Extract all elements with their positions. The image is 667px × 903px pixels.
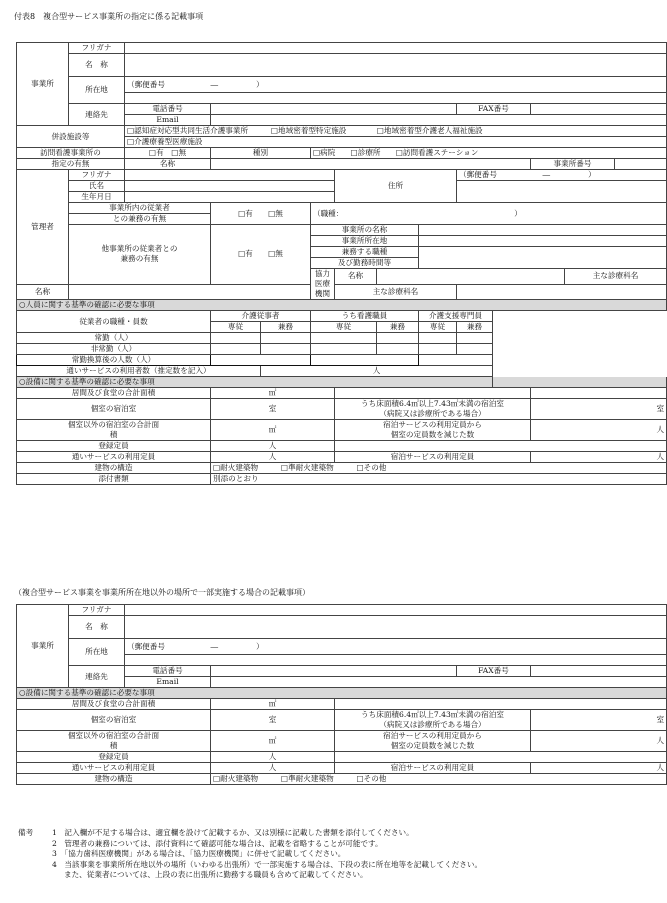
branch-toroku-blank	[335, 752, 667, 763]
name-field[interactable]	[125, 54, 667, 77]
houmon-name-field[interactable]	[211, 159, 531, 170]
fax-field[interactable]	[531, 104, 667, 115]
address-field[interactable]	[125, 93, 667, 104]
jokin-kango-kenmu[interactable]	[377, 333, 419, 344]
heisetsu-option-2[interactable]: □介護療養型医療施設	[125, 137, 667, 148]
branch-kayoi-teiin-label: 通いサービスの利用定員	[17, 763, 211, 774]
kanrisha-name-label: 氏名	[69, 181, 125, 192]
branch-kyoma-blank	[335, 699, 667, 710]
branch-furigana-field[interactable]	[125, 605, 667, 616]
koshitsu-igai-label: 個室以外の宿泊室の合計面 積	[17, 420, 211, 441]
branch-kyoma-field[interactable]: ㎡	[211, 699, 335, 710]
kenmu-in-umu[interactable]: □有 □無	[211, 203, 311, 225]
branch-koshitsu-field[interactable]: 室	[211, 710, 335, 731]
heisetsu-label: 併設施設等	[17, 126, 125, 148]
shubetsu-label: 種別	[211, 148, 311, 159]
branch-form-table	[16, 604, 667, 785]
kango-kenmu: 兼務	[377, 322, 419, 333]
kansan-kaigo[interactable]	[211, 355, 311, 366]
notes-head: 備考	[18, 828, 34, 837]
kyoryoku-name-label-2: 名称	[17, 284, 69, 300]
email-field[interactable]	[211, 115, 667, 126]
form-title: 付表8 複合型サービス事業所の指定に係る記載事項	[14, 12, 204, 21]
other-loc-field[interactable]	[419, 236, 667, 247]
phone-field[interactable]	[211, 104, 457, 115]
kanrisha-postal[interactable]: （郵便番号 ― ）	[457, 170, 667, 181]
jokin-shien-senju[interactable]	[419, 333, 457, 344]
koshitsu-field[interactable]: 室	[211, 399, 335, 420]
branch-koshitsu-igai-label: 個室以外の宿泊室の合計面 積	[17, 731, 211, 752]
branch-shukuhaku-teiin-label: 宿泊サービスの利用定員	[335, 763, 531, 774]
email-label: Email	[125, 115, 211, 126]
tenpu-label: 添付書類	[17, 474, 211, 485]
kyoryoku-name-field-2[interactable]	[69, 284, 335, 300]
branch-shukuhaku-label: 宿泊サービスの利用定員から 個室の定員数を減じた数	[335, 731, 531, 752]
kyoryoku-name-label: 名称	[335, 269, 377, 285]
jokin-kango-senju[interactable]	[311, 333, 377, 344]
hijokin-shien-kenmu[interactable]	[457, 344, 493, 355]
kansan-label: 常勤換算後の人数（人）	[17, 355, 211, 366]
main-form-table	[16, 42, 667, 485]
kenmu-in-label: 事業所内の従業者	[69, 203, 211, 214]
kenmu-in-shokushu[interactable]: （職種： ）	[311, 203, 667, 225]
other-name-field[interactable]	[419, 225, 667, 236]
branch-contact-label: 連絡先	[69, 666, 125, 688]
branch-postal-field[interactable]: （郵便番号 ― ）	[125, 639, 667, 655]
houmon-name-label: 名称	[125, 159, 211, 170]
shubetsu-options[interactable]: □病院 □診療所 □訪問看護ステーション	[311, 148, 667, 159]
hijokin-kaigo-senju[interactable]	[211, 344, 261, 355]
note-5: また、従業者については、上段の表に出張所に勤務する職員も含めて記載してください。	[64, 870, 368, 879]
koshitsu-label: 個室の宿泊室	[17, 399, 211, 420]
name-label: 名 称	[69, 54, 125, 77]
shien-senju: 専従	[419, 322, 457, 333]
kyoma-field[interactable]: ㎡	[211, 388, 335, 399]
jokin-label: 常勤（人）	[17, 333, 211, 344]
postal-field[interactable]: （郵便番号 ― ）	[125, 77, 667, 93]
jokin-kaigo-kenmu[interactable]	[261, 333, 311, 344]
note-2: 2 管理者の兼務については、添付資料にて確認可能な場合は、記載を省略することが可能です。	[52, 838, 383, 848]
hijokin-shien-senju[interactable]	[419, 344, 457, 355]
shukuhaku-field[interactable]: 人	[531, 420, 667, 441]
houmon-number-field[interactable]	[615, 159, 667, 170]
kayoi-suitei-field[interactable]: 人	[261, 366, 493, 377]
kanrisha-furigana-label: フリガナ	[69, 170, 125, 181]
hijokin-label: 非常勤（人）	[17, 344, 211, 355]
kanrisha-birth-label: 生年月日	[69, 192, 125, 203]
houmon-number-label: 事業所番号	[531, 159, 615, 170]
branch-furigana-label: フリガナ	[69, 605, 125, 616]
kango-header: うち看護職員	[311, 311, 419, 322]
jigyosho-label: 事業所	[17, 43, 69, 126]
branch-yuka-field[interactable]: 室	[531, 710, 667, 731]
shinryo-field-2[interactable]	[457, 284, 667, 300]
branch-location-label: 所在地	[69, 639, 125, 666]
kyoma-blank	[335, 388, 531, 399]
kanrisha-furigana-field[interactable]	[125, 170, 335, 181]
kayoi-teiin-label: 通いサービスの利用定員	[17, 452, 211, 463]
branch-email-field[interactable]	[211, 677, 667, 688]
branch-jigyosho-label: 事業所	[17, 605, 69, 688]
location-label: 所在地	[69, 77, 125, 104]
kanrisha-address-field[interactable]	[457, 181, 667, 203]
sub-title: （複合型サービス事業を事業所所在地以外の場所で一部実施する場合の記載事項）	[14, 588, 310, 597]
shukuhaku-label: 宿泊サービスの利用定員から 個室の定員数を減じた数	[335, 420, 531, 441]
houmon-label: 訪問看護事業所の	[17, 148, 125, 159]
kenmu-shoku-label: 兼務する職種	[311, 247, 419, 258]
branch-koshitsu-igai-field[interactable]: ㎡	[211, 731, 335, 752]
note-3: 3 「協力歯科医療機関」がある場合は、「協力医療機関」に併せて記載してください。	[52, 849, 346, 858]
kango-senju: 専従	[311, 322, 377, 333]
yuka-field[interactable]: 室	[531, 399, 667, 420]
setsubi-section-header: ○設備に関する基準の確認に必要な事項	[17, 377, 667, 388]
fax-label: FAX番号	[457, 104, 531, 115]
kanrisha-birth-field[interactable]	[125, 192, 335, 203]
kyoma-blank-2	[531, 388, 667, 399]
kyoryoku-name-field[interactable]	[377, 269, 565, 285]
shinryo-label: 主な診療科名	[565, 269, 667, 285]
kansan-shien	[419, 355, 493, 366]
kansan-kango[interactable]	[311, 355, 419, 366]
toroku-field[interactable]: 人	[211, 441, 335, 452]
kaigo-header: 介護従事者	[211, 311, 311, 322]
kozo-label: 建物の構造	[17, 463, 211, 474]
shukuhaku-teiin-field[interactable]: 人	[531, 452, 667, 463]
houmon-umu[interactable]: □有 □無	[125, 148, 211, 159]
kyoryoku-label: 協力医療 機関	[311, 269, 335, 300]
kyoma-label: 居間及び食堂の合計面積	[17, 388, 211, 399]
toroku-blank	[335, 441, 667, 452]
note-4: 4 当該事業を事業所所在地以外の場所（いわゆる出張所）で一部実施する場合は、下段の表に所在地等を記載してください。	[52, 859, 483, 869]
kaigo-kenmu: 兼務	[261, 322, 311, 333]
phone-label: 電話番号	[125, 104, 211, 115]
branch-yuka-label: うち床面積6.4㎡以上7.43㎡未満の宿泊室 （病院又は診療所である場合）	[335, 710, 531, 731]
branch-phone-field[interactable]	[211, 666, 457, 677]
kozo-options[interactable]: □耐火建築物 □準耐火建築物 □その他	[211, 463, 667, 474]
houmon-label-2: 指定の有無	[17, 159, 125, 170]
kayoi-suitei-label: 通いサービスの利用者数（推定数を記入）	[17, 366, 261, 377]
hijokin-kango-senju[interactable]	[311, 344, 377, 355]
kenmu-in-label-2: との兼務の有無	[69, 214, 211, 225]
kanrisha-name-field[interactable]	[125, 181, 335, 192]
branch-kozo-label: 建物の構造	[17, 774, 211, 785]
shien-kenmu: 兼務	[457, 322, 493, 333]
branch-address-field[interactable]	[125, 655, 667, 666]
furigana-label: フリガナ	[69, 43, 125, 54]
hijokin-kaigo-kenmu[interactable]	[261, 344, 311, 355]
kayoi-teiin-field[interactable]: 人	[211, 452, 335, 463]
kenmu-shoku-field[interactable]	[419, 247, 667, 269]
branch-fax-field[interactable]	[531, 666, 667, 677]
shukuhaku-teiin-label: 宿泊サービスの利用定員	[335, 452, 531, 463]
branch-fax-label: FAX番号	[457, 666, 531, 677]
heisetsu-options[interactable]: □認知症対応型共同生活介護事業所 □地域密着型特定施設 □地域密着型介護老人福祉施設	[125, 126, 667, 137]
branch-toroku-label: 登録定員	[17, 752, 211, 763]
kenmu-out-umu[interactable]: □有 □無	[211, 225, 311, 285]
furigana-field[interactable]	[125, 43, 667, 54]
yuka-label: うち床面積6.4㎡以上7.43㎡未満の宿泊室 （病院又は診療所である場合）	[335, 399, 531, 420]
branch-koshitsu-label: 個室の宿泊室	[17, 710, 211, 731]
branch-kyoma-label: 居間及び食堂の合計面積	[17, 699, 211, 710]
branch-kozo-options[interactable]: □耐火建築物 □準耐火建築物 □その他	[211, 774, 667, 785]
toroku-label: 登録定員	[17, 441, 211, 452]
shokushu-ninzu-label: 従業者の職種・員数	[17, 311, 211, 333]
other-name-label: 事業所の名称	[311, 225, 419, 236]
kenmu-out-label: 他事業所の従業者との 兼務の有無	[69, 225, 211, 285]
other-loc-label: 事業所所在地	[311, 236, 419, 247]
branch-email-label: Email	[125, 677, 211, 688]
branch-toroku-field[interactable]: 人	[211, 752, 335, 763]
kanrisha-address-label: 住所	[335, 170, 457, 203]
notes	[18, 828, 482, 881]
shien-header: 介護支援専門員	[419, 311, 493, 322]
contact-label: 連絡先	[69, 104, 125, 126]
note-1: 1 記入欄が不足する場合は、適宜欄を設けて記載するか、又は別様に記載した書類を添付してください。	[52, 828, 414, 837]
branch-name-label: 名 称	[69, 616, 125, 639]
shinryo-label-2: 主な診療科名	[335, 284, 457, 300]
branch-shukuhaku-teiin-field[interactable]: 人	[531, 763, 667, 774]
tenpu-field[interactable]: 別添のとおり	[211, 474, 667, 485]
branch-kayoi-teiin-field[interactable]: 人	[211, 763, 335, 774]
jokin-kaigo-senju[interactable]	[211, 333, 261, 344]
jokin-shien-kenmu[interactable]	[457, 333, 493, 344]
kaigo-senju: 専従	[211, 322, 261, 333]
jinin-section-header: ○人員に関する基準の確認に必要な事項	[17, 300, 667, 311]
branch-setsubi-section-header: ○設備に関する基準の確認に必要な事項	[17, 688, 667, 699]
hijokin-kango-kenmu[interactable]	[377, 344, 419, 355]
koshitsu-igai-field[interactable]: ㎡	[211, 420, 335, 441]
branch-shukuhaku-field[interactable]: 人	[531, 731, 667, 752]
kinmu-jikan-label: 及び勤務時間等	[311, 258, 419, 269]
branch-name-field[interactable]	[125, 616, 667, 639]
branch-phone-label: 電話番号	[125, 666, 211, 677]
kanrisha-label: 管理者	[17, 170, 69, 285]
